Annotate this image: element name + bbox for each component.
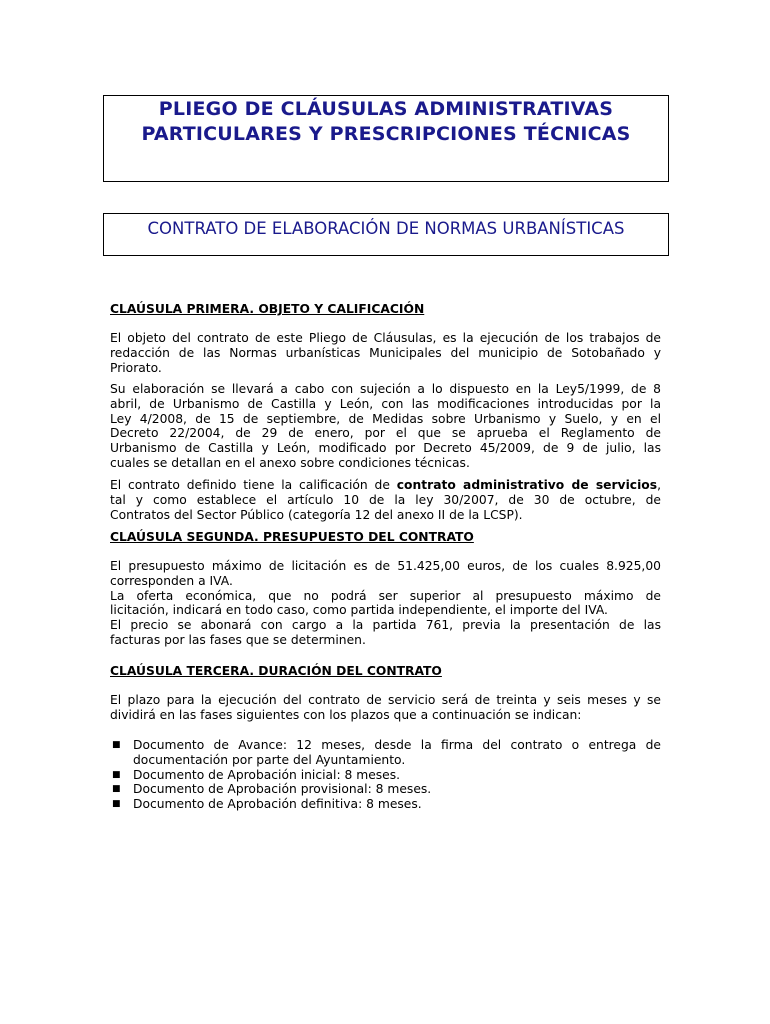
text-line: tal y como establece el artículo 10 de la ley 30/2007, de 30 de octubre, de [110,492,661,507]
text-line: La oferta económica, que no podrá ser superior al presupuesto máximo de [110,588,661,603]
bullet-icon: ■ [112,784,121,795]
text-line: Documento de Aprobación provisional: 8 meses. [133,782,432,797]
list-item [110,768,661,783]
bullet-icon: ■ [112,740,121,750]
section3-paragraph [110,693,661,723]
text-fragment: El contrato definido tiene la calificación de [110,478,397,492]
contract-type-bold: contrato administrativo de servicios [396,478,658,492]
text-line: documentación por parte del Ayuntamiento. [133,752,406,767]
text-line: Decreto 22/2004, de 29 de enero, por el que se aprueba el Reglamento de [110,426,661,441]
bullet-icon: ■ [112,799,121,810]
text-line: El objeto del contrato de este Pliego de Cláusulas, es la ejecución de los trabajos de [110,331,661,345]
text-line: Urbanismo de Castilla y León, modificado por Decreto 45/2009, de 9 de julio, las [110,441,661,456]
text-line: Documento de Aprobación definitiva: 8 meses. [133,797,422,812]
text-line: Documento de Avance: 12 meses, desde la firma del contrato o entrega de [133,738,661,752]
section3-heading: CLAÚSULA TERCERA. DURACIÓN DEL CONTRATO [110,664,442,678]
text-line: Ley 4/2008, de 15 de septiembre, de Medidas sobre Urbanismo y Suelo, y en el [110,411,661,426]
title-box [103,95,669,182]
subtitle-box [103,213,669,256]
text-line: Su elaboración se llevará a cabo con sujeción a lo dispuesto en la Ley5/1999, de 8 [110,382,661,396]
document-subtitle: CONTRATO DE ELABORACIÓN DE NORMAS URBANÍSTICAS [147,219,625,238]
text-fragment: , [657,478,661,492]
text-line: Contratos del Sector Público (categoría 12 del anexo II de la LCSP). [110,507,523,522]
bullet-icon: ■ [112,769,121,780]
text-line: Priorato. [110,360,162,375]
section2-paragraph [110,559,661,648]
text-line: facturas por las fases que se determinen. [110,632,366,647]
text-line: El plazo para la ejecución del contrato de servicio será de treinta y seis meses y se [110,693,661,707]
title-line-1: PLIEGO DE CLÁUSULAS ADMINISTRATIVAS [158,98,614,120]
list-item [110,782,661,797]
document-title [104,96,668,147]
text-line: El presupuesto máximo de licitación es de 51.425,00 euros, de los cuales 8.925,00 [110,559,661,573]
phase-list [110,738,661,812]
text-line: redacción de las Normas urbanísticas Municipales del municipio de Sotobañado y [110,345,661,360]
list-item [110,738,661,768]
text-line [110,478,661,493]
text-line: cuales se detallan en el anexo sobre condiciones técnicas. [110,455,470,470]
text-line: dividirá en las fases siguientes con los plazos que a continuación se indican: [110,707,582,722]
title-line-2: PARTICULARES Y PRESCRIPCIONES TÉCNICAS [141,123,631,145]
section1-paragraph-3 [110,478,661,522]
section1-heading: CLAÚSULA PRIMERA. OBJETO Y CALIFICACIÓN [110,302,425,316]
text-line: corresponden a IVA. [110,573,233,588]
text-line: abril, de Urbanismo de Castilla y León, con las modificaciones introducidas por la [110,396,661,411]
list-item [110,797,661,812]
text-line: El precio se abonará con cargo a la partida 761, previa la presentación de las [110,618,661,633]
text-line: licitación, indicará en todo caso, como partida independiente, el importe del IVA. [110,603,608,618]
section1-paragraph-2 [110,382,661,471]
section1-paragraph-1 [110,331,661,375]
section2-heading: CLAÚSULA SEGUNDA. PRESUPUESTO DEL CONTRATO [110,530,474,544]
text-line: Documento de Aprobación inicial: 8 meses. [133,767,401,782]
